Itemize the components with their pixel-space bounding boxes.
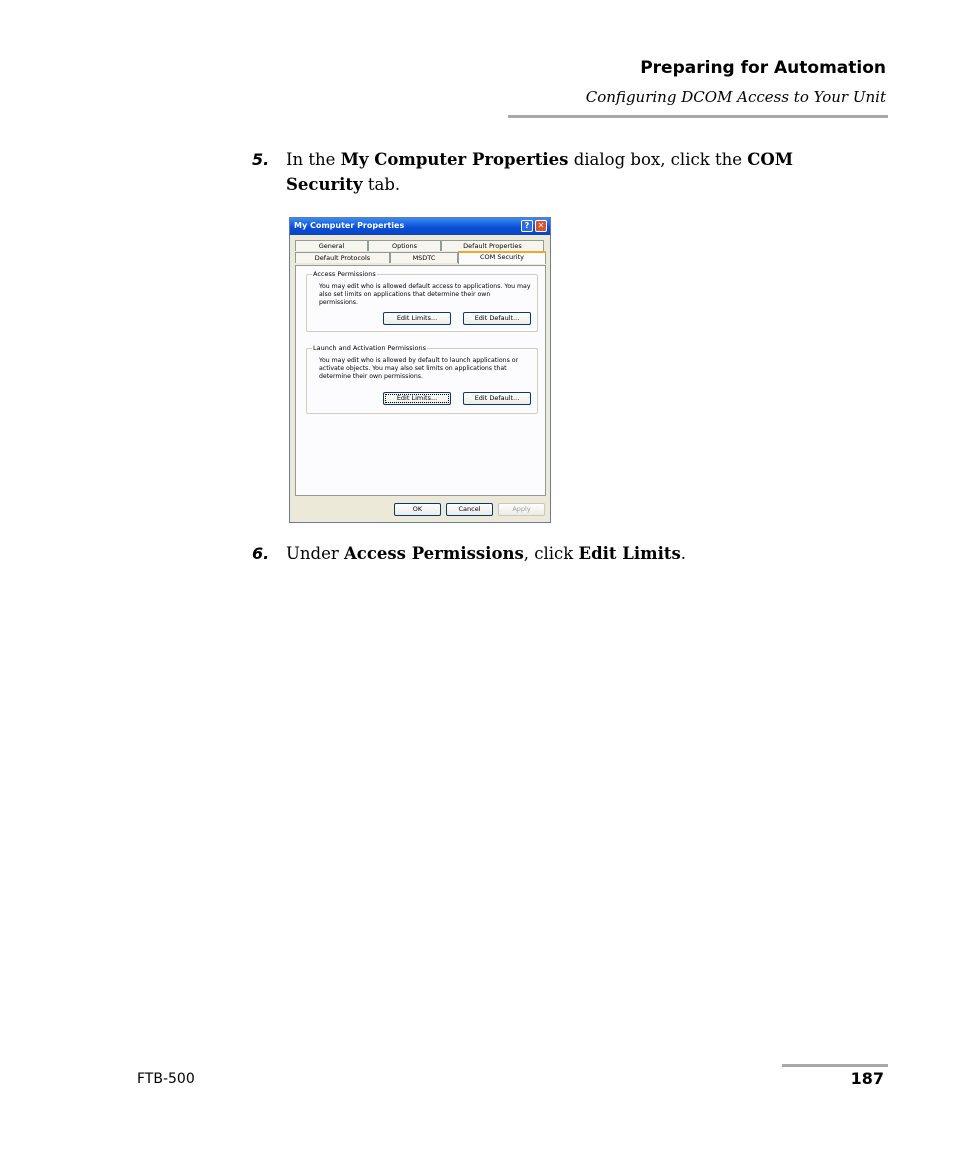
help-icon[interactable]: ? bbox=[521, 220, 533, 232]
text-run: . bbox=[680, 544, 687, 563]
footer-rule bbox=[782, 1064, 888, 1067]
launch-activation-group bbox=[306, 344, 538, 414]
access-edit-default-button[interactable]: Edit Default... bbox=[463, 312, 531, 325]
ok-button[interactable]: OK bbox=[394, 503, 441, 516]
access-permissions-group bbox=[306, 270, 538, 332]
text-run: In the bbox=[286, 150, 341, 169]
text-run: , click bbox=[523, 544, 579, 563]
group-label: Access Permissions bbox=[313, 270, 376, 278]
product-name: FTB-500 bbox=[137, 1071, 195, 1087]
tab-com-security[interactable]: COM Security bbox=[458, 251, 546, 264]
close-icon[interactable]: ✕ bbox=[535, 220, 547, 232]
group-description: You may edit who is allowed by default to launch applications or activate objects. You may also set limits on applications that determine their own permissions. bbox=[319, 357, 519, 380]
page-number: 187 bbox=[850, 1069, 884, 1088]
step-text bbox=[286, 541, 866, 566]
step-number: 5. bbox=[252, 150, 270, 169]
group-label: Launch and Activation Permissions bbox=[313, 344, 426, 352]
launch-edit-limits-button[interactable]: Edit Limits... bbox=[383, 392, 451, 405]
bold-run: COM Security bbox=[286, 150, 794, 194]
step-text bbox=[286, 147, 866, 197]
access-edit-limits-button[interactable]: Edit Limits... bbox=[383, 312, 451, 325]
com-security-panel bbox=[295, 265, 546, 496]
tab-options[interactable]: Options bbox=[368, 240, 441, 251]
tab-default-protocols[interactable]: Default Protocols bbox=[295, 252, 390, 263]
tab-default-properties[interactable]: Default Properties bbox=[441, 240, 544, 251]
chapter-title: Preparing for Automation bbox=[640, 58, 886, 78]
header-rule bbox=[508, 115, 888, 118]
cancel-button[interactable]: Cancel bbox=[446, 503, 493, 516]
bold-run: Edit Limits bbox=[578, 544, 681, 563]
text-run: dialog box, click the bbox=[568, 150, 748, 169]
dialog-titlebar bbox=[290, 218, 550, 235]
bold-run: My Computer Properties bbox=[340, 150, 569, 169]
text-run: tab. bbox=[362, 175, 401, 194]
my-computer-properties-dialog bbox=[289, 217, 551, 523]
step-number: 6. bbox=[252, 544, 270, 563]
tab-msdtc[interactable]: MSDTC bbox=[390, 252, 458, 263]
apply-button: Apply bbox=[498, 503, 545, 516]
section-title: Configuring DCOM Access to Your Unit bbox=[585, 88, 886, 106]
group-description: You may edit who is allowed default access to applications. You may also set limits on applications that determine their own permissions. bbox=[319, 283, 531, 306]
launch-edit-default-button[interactable]: Edit Default... bbox=[463, 392, 531, 405]
tab-general[interactable]: General bbox=[295, 240, 368, 251]
text-run: Under bbox=[286, 544, 344, 563]
bold-run: Access Permissions bbox=[344, 544, 524, 563]
dialog-title: My Computer Properties bbox=[294, 221, 405, 230]
